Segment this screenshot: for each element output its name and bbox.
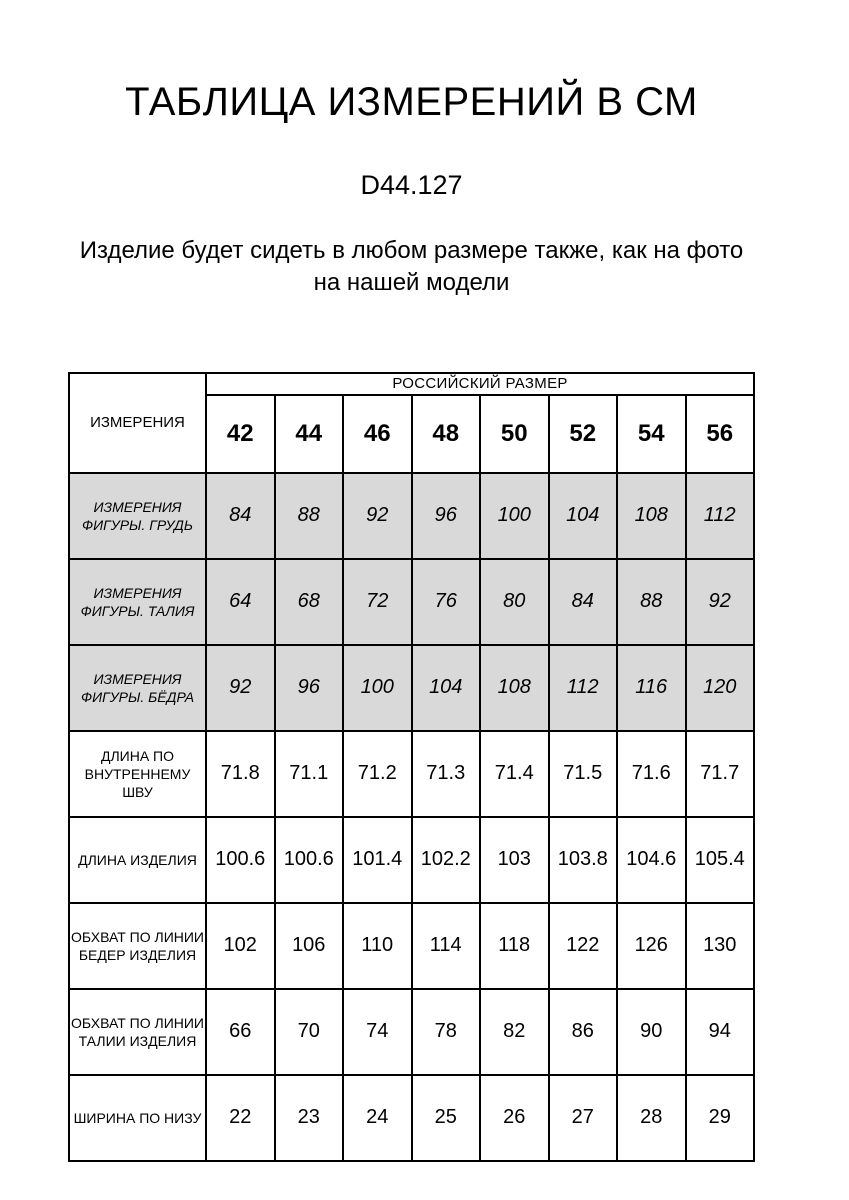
- row-label: ИЗМЕРЕНИЯ ФИГУРЫ. ГРУДЬ: [69, 473, 206, 559]
- value-cell: 66: [206, 989, 275, 1075]
- value-cell: 120: [686, 645, 755, 731]
- group-header-cell: РОССИЙСКИЙ РАЗМЕР: [206, 373, 754, 395]
- size-header-cell: 54: [617, 395, 686, 473]
- value-cell: 104: [412, 645, 481, 731]
- value-cell: 126: [617, 903, 686, 989]
- product-code: D44.127: [360, 170, 463, 200]
- value-cell: 68: [275, 559, 344, 645]
- value-cell: 84: [549, 559, 618, 645]
- value-cell: 72: [343, 559, 412, 645]
- value-cell: 114: [412, 903, 481, 989]
- value-cell: 27: [549, 1075, 618, 1161]
- value-cell: 84: [206, 473, 275, 559]
- size-header-cell: 46: [343, 395, 412, 473]
- value-cell: 86: [549, 989, 618, 1075]
- value-cell: 96: [412, 473, 481, 559]
- table-row: [69, 559, 754, 645]
- row-label: ИЗМЕРЕНИЯ ФИГУРЫ. ТАЛИЯ: [69, 559, 206, 645]
- size-header-cell: 42: [206, 395, 275, 473]
- value-cell: 103: [480, 817, 549, 903]
- size-header-cell: 52: [549, 395, 618, 473]
- value-cell: 71.8: [206, 731, 275, 817]
- value-cell: 92: [686, 559, 755, 645]
- value-cell: 110: [343, 903, 412, 989]
- table-row: [69, 645, 754, 731]
- row-label: ИЗМЕРЕНИЯ ФИГУРЫ. БЁДРА: [69, 645, 206, 731]
- row-label: ОБХВАТ ПО ЛИНИИ БЕДЕР ИЗДЕЛИЯ: [69, 903, 206, 989]
- value-cell: 102: [206, 903, 275, 989]
- table-row: [69, 989, 754, 1075]
- fit-note-text: Изделие будет сидеть в любом размере также, как на фото на нашей модели: [79, 237, 744, 297]
- value-cell: 88: [275, 473, 344, 559]
- value-cell: 105.4: [686, 817, 755, 903]
- value-cell: 71.4: [480, 731, 549, 817]
- value-cell: 92: [206, 645, 275, 731]
- row-label: ШИРИНА ПО НИЗУ: [69, 1075, 206, 1161]
- value-cell: 112: [549, 645, 618, 731]
- value-cell: 122: [549, 903, 618, 989]
- value-cell: 130: [686, 903, 755, 989]
- value-cell: 94: [686, 989, 755, 1075]
- value-cell: 29: [686, 1075, 755, 1161]
- value-cell: 74: [343, 989, 412, 1075]
- value-cell: 71.1: [275, 731, 344, 817]
- table-row: [69, 473, 754, 559]
- value-cell: 100.6: [275, 817, 344, 903]
- value-cell: 88: [617, 559, 686, 645]
- group-header-row: [69, 373, 754, 395]
- value-cell: 82: [480, 989, 549, 1075]
- value-cell: 90: [617, 989, 686, 1075]
- size-header-cell: 44: [275, 395, 344, 473]
- header-block: [68, 80, 755, 300]
- value-cell: 71.6: [617, 731, 686, 817]
- corner-label: ИЗМЕРЕНИЯ: [69, 373, 206, 473]
- value-cell: 101.4: [343, 817, 412, 903]
- value-cell: 22: [206, 1075, 275, 1161]
- value-cell: 118: [480, 903, 549, 989]
- value-cell: 112: [686, 473, 755, 559]
- value-cell: 64: [206, 559, 275, 645]
- size-header-cell: 56: [686, 395, 755, 473]
- value-cell: 100: [480, 473, 549, 559]
- page-title: ТАБЛИЦА ИЗМЕРЕНИЙ В СМ: [125, 80, 698, 124]
- value-cell: 92: [343, 473, 412, 559]
- table-row: [69, 731, 754, 817]
- value-cell: 100.6: [206, 817, 275, 903]
- value-cell: 116: [617, 645, 686, 731]
- value-cell: 104: [549, 473, 618, 559]
- value-cell: 26: [480, 1075, 549, 1161]
- value-cell: 71.7: [686, 731, 755, 817]
- value-cell: 78: [412, 989, 481, 1075]
- measurements-table: [68, 372, 755, 1162]
- table-row: [69, 817, 754, 903]
- value-cell: 96: [275, 645, 344, 731]
- row-label: ДЛИНА ПО ВНУТРЕННЕМУ ШВУ: [69, 731, 206, 817]
- value-cell: 102.2: [412, 817, 481, 903]
- value-cell: 106: [275, 903, 344, 989]
- value-cell: 28: [617, 1075, 686, 1161]
- table-row: [69, 903, 754, 989]
- value-cell: 76: [412, 559, 481, 645]
- value-cell: 80: [480, 559, 549, 645]
- value-cell: 71.3: [412, 731, 481, 817]
- value-cell: 108: [617, 473, 686, 559]
- value-cell: 103.8: [549, 817, 618, 903]
- table-row: [69, 1075, 754, 1161]
- row-label: ДЛИНА ИЗДЕЛИЯ: [69, 817, 206, 903]
- value-cell: 70: [275, 989, 344, 1075]
- value-cell: 108: [480, 645, 549, 731]
- value-cell: 100: [343, 645, 412, 731]
- value-cell: 25: [412, 1075, 481, 1161]
- value-cell: 104.6: [617, 817, 686, 903]
- size-header-cell: 50: [480, 395, 549, 473]
- value-cell: 71.5: [549, 731, 618, 817]
- value-cell: 23: [275, 1075, 344, 1161]
- value-cell: 71.2: [343, 731, 412, 817]
- value-cell: 24: [343, 1075, 412, 1161]
- row-label: ОБХВАТ ПО ЛИНИИ ТАЛИИ ИЗДЕЛИЯ: [69, 989, 206, 1075]
- size-header-cell: 48: [412, 395, 481, 473]
